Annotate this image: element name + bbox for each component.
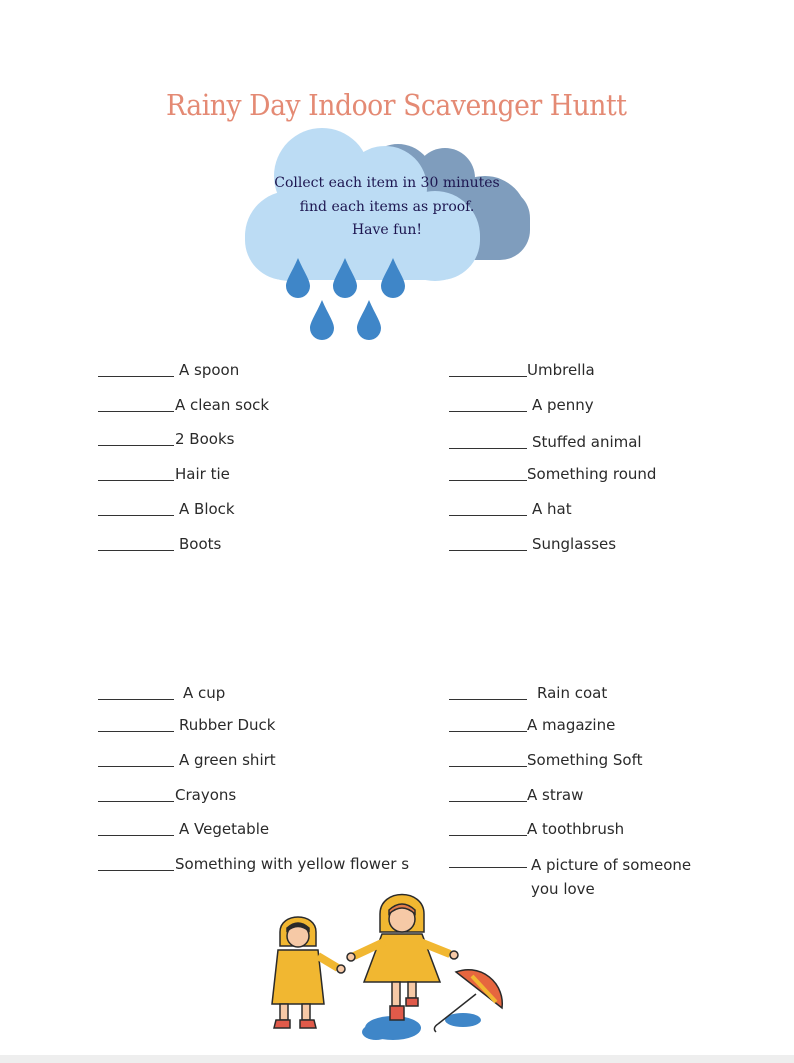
checklist-item <box>98 750 276 770</box>
item-label: Something with yellow flower s <box>175 855 410 873</box>
item-label: A straw <box>527 786 584 804</box>
checklist-item <box>449 750 643 770</box>
checklist-item <box>449 785 583 805</box>
checkbox-blank-line[interactable] <box>98 699 174 700</box>
checkbox-blank-line[interactable] <box>98 835 174 836</box>
checkbox-blank-line[interactable] <box>449 448 527 449</box>
checkbox-blank-line[interactable] <box>449 411 527 412</box>
checkbox-blank-line[interactable] <box>449 835 527 836</box>
checkbox-blank-line[interactable] <box>449 766 527 767</box>
checklist-item <box>98 683 225 703</box>
checkbox-blank-line[interactable] <box>98 870 174 871</box>
item-label: A cup <box>183 684 226 702</box>
checklist-item <box>98 534 221 554</box>
kids-in-raincoats-illustration <box>258 886 518 1051</box>
checkbox-blank-line[interactable] <box>449 376 527 377</box>
item-label: Umbrella <box>527 361 595 379</box>
item-label: Something round <box>527 465 657 483</box>
checkbox-blank-line[interactable] <box>449 731 527 732</box>
checklist-item <box>98 464 230 484</box>
checkbox-blank-line[interactable] <box>449 515 527 516</box>
checkbox-blank-line[interactable] <box>449 550 527 551</box>
item-label: Something Soft <box>527 751 643 769</box>
checklist-item <box>449 360 595 380</box>
checklist-item <box>98 715 275 735</box>
page-title: Rainy Day Indoor Scavenger Huntt <box>166 88 627 122</box>
checkbox-blank-line[interactable] <box>98 731 174 732</box>
item-label: A picture of someone you love <box>531 856 692 898</box>
raindrop-icon <box>310 300 334 340</box>
checkbox-blank-line[interactable] <box>98 515 174 516</box>
checkbox-blank-line[interactable] <box>98 550 174 551</box>
checkbox-blank-line[interactable] <box>98 411 174 412</box>
checkbox-blank-line[interactable] <box>449 699 527 700</box>
item-label: 2 Books <box>175 430 235 448</box>
item-label: A spoon <box>179 361 240 379</box>
checklist-item <box>449 395 594 415</box>
checkbox-blank-line[interactable] <box>98 445 174 446</box>
instruction-line: Collect each item in 30 minutes <box>274 175 500 191</box>
checklist-item <box>98 785 236 805</box>
item-label: Sunglasses <box>532 535 617 553</box>
item-label: A Block <box>179 500 235 518</box>
checkbox-blank-line[interactable] <box>98 766 174 767</box>
item-label: Rain coat <box>537 684 608 702</box>
checkbox-blank-line[interactable] <box>449 867 527 868</box>
checklist-item <box>449 819 624 839</box>
raindrops <box>286 258 405 340</box>
checklist-item <box>449 499 572 519</box>
checklist-item <box>449 432 642 452</box>
item-label: Boots <box>179 535 222 553</box>
checkbox-blank-line[interactable] <box>98 376 174 377</box>
item-label: A hat <box>532 500 572 518</box>
item-label: A Vegetable <box>179 820 270 838</box>
item-label: Crayons <box>175 786 237 804</box>
checklist-item <box>449 715 615 735</box>
item-label: A green shirt <box>179 751 276 769</box>
checklist-item <box>449 683 607 703</box>
checkbox-blank-line[interactable] <box>449 480 527 481</box>
checklist-item <box>98 395 269 415</box>
item-label: Stuffed animal <box>532 433 642 451</box>
checklist-item <box>98 499 235 519</box>
checklist-item <box>98 360 239 380</box>
item-label: A clean sock <box>175 396 270 414</box>
page-bottom-edge <box>0 1055 794 1063</box>
checklist-item <box>98 819 269 839</box>
item-label: A magazine <box>527 716 616 734</box>
item-label: Hair tie <box>175 465 230 483</box>
instructions <box>262 172 512 243</box>
item-label: Rubber Duck <box>179 716 276 734</box>
checklist-item <box>98 854 409 874</box>
checklist-item <box>449 534 616 554</box>
instruction-line: Have fun! <box>351 222 423 238</box>
item-label: A penny <box>532 396 594 414</box>
boy-in-raincoat <box>272 917 345 1028</box>
item-label: A toothbrush <box>527 820 625 838</box>
instruction-line: find each items as proof. <box>299 198 475 215</box>
puddle-icon <box>362 1013 481 1040</box>
checkbox-blank-line[interactable] <box>98 801 174 802</box>
girl-in-raincoat <box>347 895 458 1021</box>
checkbox-blank-line[interactable] <box>449 801 527 802</box>
raindrop-icon <box>357 300 381 340</box>
checklist-item <box>449 464 656 484</box>
checklist-item <box>98 429 234 449</box>
checkbox-blank-line[interactable] <box>98 480 174 481</box>
